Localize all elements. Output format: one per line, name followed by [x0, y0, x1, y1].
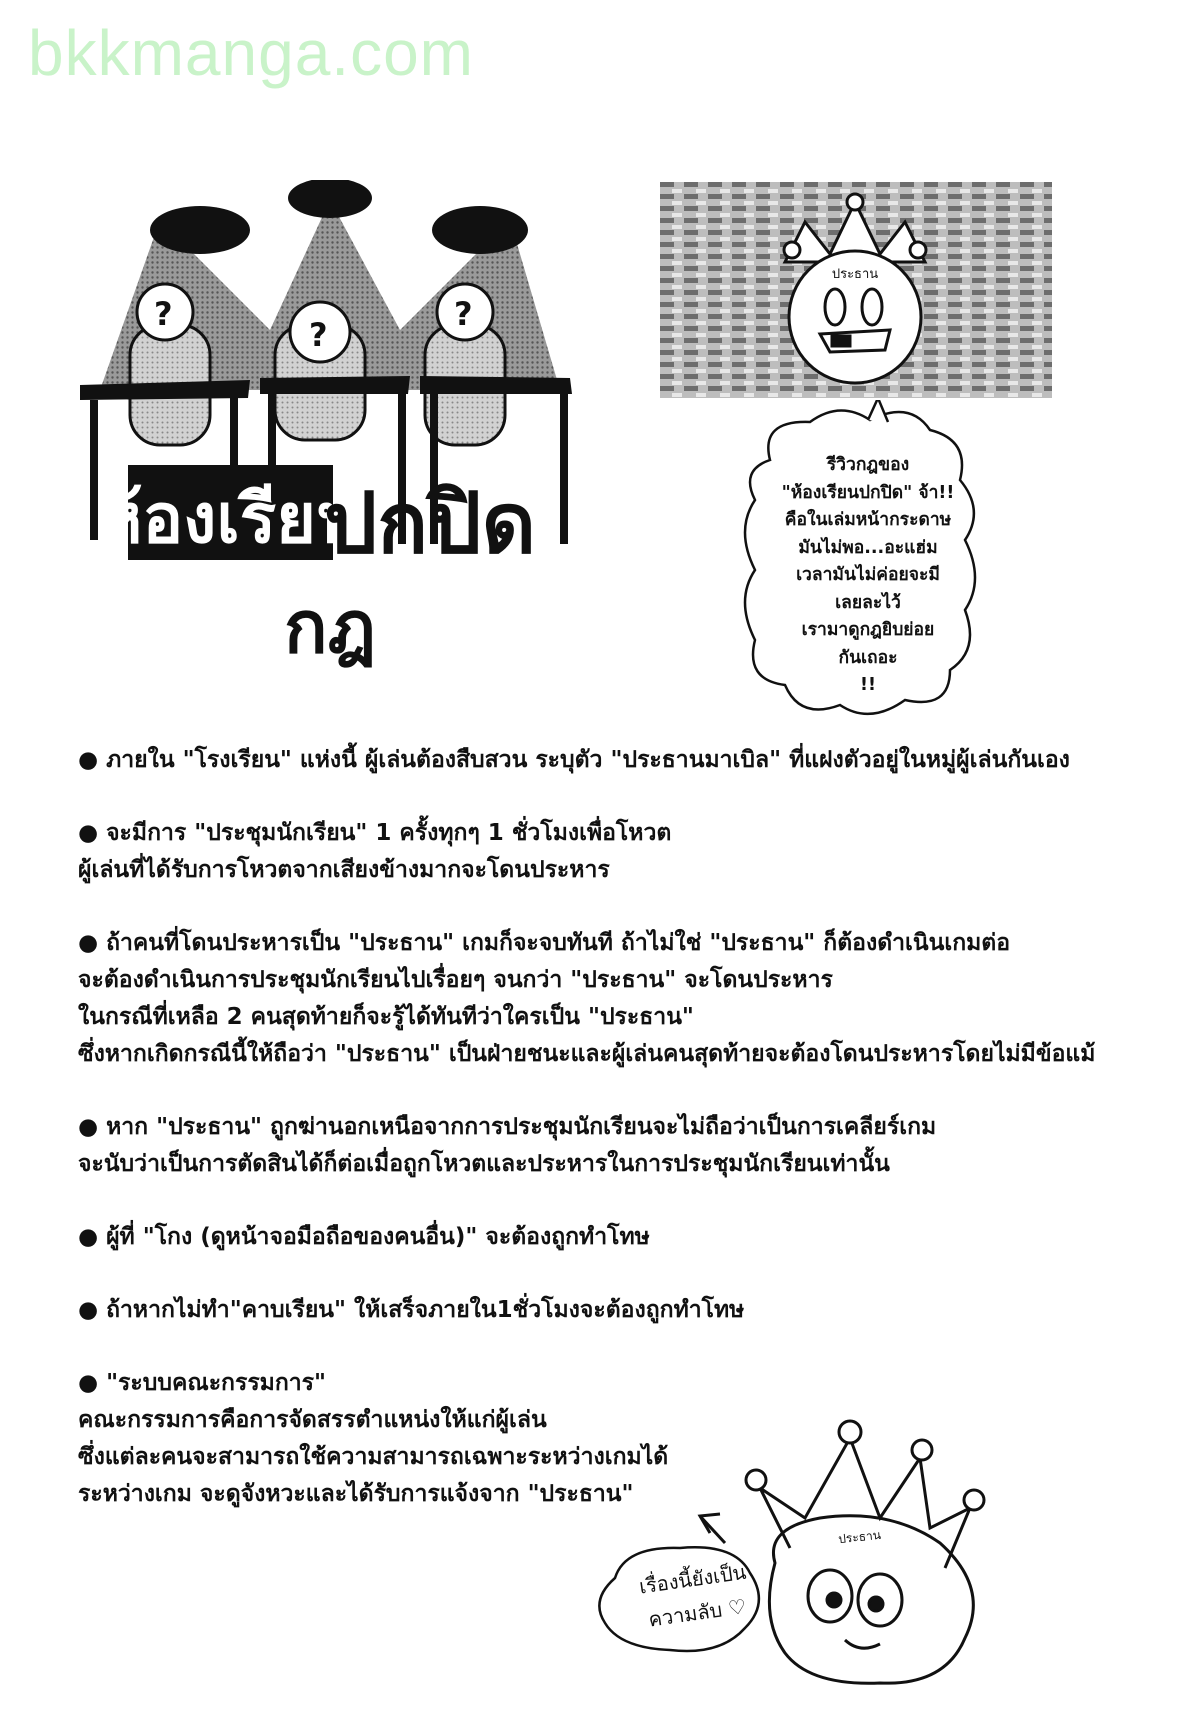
bubble-line: กันเถอะ [838, 647, 898, 668]
rule-line: ● ถ้าคนที่โดนประหารเป็น "ประธาน" เกมก็จะจบทันที ถ้าไม่ใช่ "ประธาน" ก็ต้องดำเนินเกมต่อ [78, 930, 1011, 956]
svg-text:?: ? [454, 295, 473, 333]
crown-mascot-panel [660, 182, 1052, 398]
rule-item [78, 815, 1168, 889]
mascot-crown [746, 1421, 984, 1568]
crown-mascot [784, 194, 926, 383]
rule-line: ซึ่งหากเกิดกรณีนี้ให้ถือว่า "ประธาน" เป็นฝ่ายชนะและผู้เล่นคนสุดท้ายจะต้องโดนประหารโดยไม่มีข้อแม้ [78, 1041, 1096, 1067]
rule-line: ● "ระบบคณะกรรมการ" [78, 1370, 327, 1396]
rule-line: ● ถ้าหากไม่ทำ"คาบเรียน" ให้เสร็จภายใน1ชั่วโมงจะต้องถูกทำโทษ [78, 1297, 745, 1323]
rule-item [78, 1109, 1168, 1183]
rule-line: คณะกรรมการคือการจัดสรรตำแหน่งให้แก่ผู้เล่น [78, 1407, 547, 1433]
rule-line: จะนับว่าเป็นการตัดสินได้ก็ต่อเมื่อถูกโหวตและประหารในการประชุมนักเรียนเท่านั้น [78, 1151, 890, 1177]
rule-item [78, 925, 1168, 1073]
bubble-line: เลยละไว้ [835, 592, 901, 613]
svg-text:?: ? [154, 295, 173, 333]
rule-line: ระหว่างเกม จะดูจังหวะและได้รับการแจ้งจาก "ประธาน" [78, 1481, 634, 1507]
rule-line: ผู้เล่นที่ได้รับการโหวตจากเสียงข้างมากจะโดนประหาร [78, 857, 610, 883]
watermark: bkkmanga.com [28, 17, 474, 89]
svg-text:?: ? [309, 316, 328, 354]
bubble-line: !! [860, 675, 876, 695]
bubble-line: คือในเล่มหน้ากระดาษ [784, 510, 952, 530]
bubble-line: เรามาดูกฎยิบย่อย [801, 620, 935, 640]
title-left: ห้องเรียน [97, 480, 363, 559]
speech-bubble-text [768, 452, 968, 700]
rule-line: ในกรณีที่เหลือ 2 คนสุดท้ายก็จะรู้ได้ทันทีว่าใครเป็น "ประธาน" [78, 1004, 694, 1030]
rule-item [78, 1219, 1168, 1256]
secret-line: ความลับ ♡ [647, 1594, 748, 1632]
rule-line: ● หาก "ประธาน" ถูกฆ่านอกเหนือจากการประชุมนักเรียนจะไม่ถือว่าเป็นการเคลียร์เกม [78, 1114, 937, 1140]
panel-badge-text: ประธาน [831, 267, 879, 282]
title-sub: กฎ [284, 585, 376, 669]
bubble-line: เวลามันไม่ค่อยจะมี [796, 565, 940, 585]
title-illustration [80, 180, 640, 720]
bubble-line: "ห้องเรียนปกปิด" จ้า!! [781, 482, 955, 503]
rule-line: ซึ่งแต่ละคนจะสามารถใช้ความสามารถเฉพาะระหว่างเกมได้ [78, 1444, 669, 1470]
rule-line: ● ผู้ที่ "โกง (ดูหน้าจอมือถือของคนอื่น)" จะต้องถูกทำโทษ [78, 1224, 650, 1250]
bubble-line: รีวิวกฎของ [826, 455, 910, 475]
secret-line: เรื่องนี้ยังเป็น [637, 1559, 748, 1599]
rule-item [78, 1292, 1168, 1329]
rule-item [78, 742, 1168, 779]
mascot-sketch [560, 1418, 1120, 1688]
rule-line: ● จะมีการ "ประชุมนักเรียน" 1 ครั้งทุกๆ 1 ชั่วโมงเพื่อโหวต [78, 820, 672, 846]
bubble-line: มันไม่พอ...อะแฮ่ม [798, 537, 938, 558]
rule-line: ● ภายใน "โรงเรียน" แห่งนี้ ผู้เล่นต้องสืบสวน ระบุตัว "ประธานมาเบิล" ที่แฝงตัวอยู่ในหมู่ผู้เล่นกันเอง [78, 747, 1070, 773]
rule-line: จะต้องดำเนินการประชุมนักเรียนไปเรื่อยๆ จนกว่า "ประธาน" จะโดนประหาร [78, 967, 833, 993]
mascot-badge-text: ประธาน [837, 1527, 882, 1547]
title-right: ปกปิด [323, 474, 537, 572]
